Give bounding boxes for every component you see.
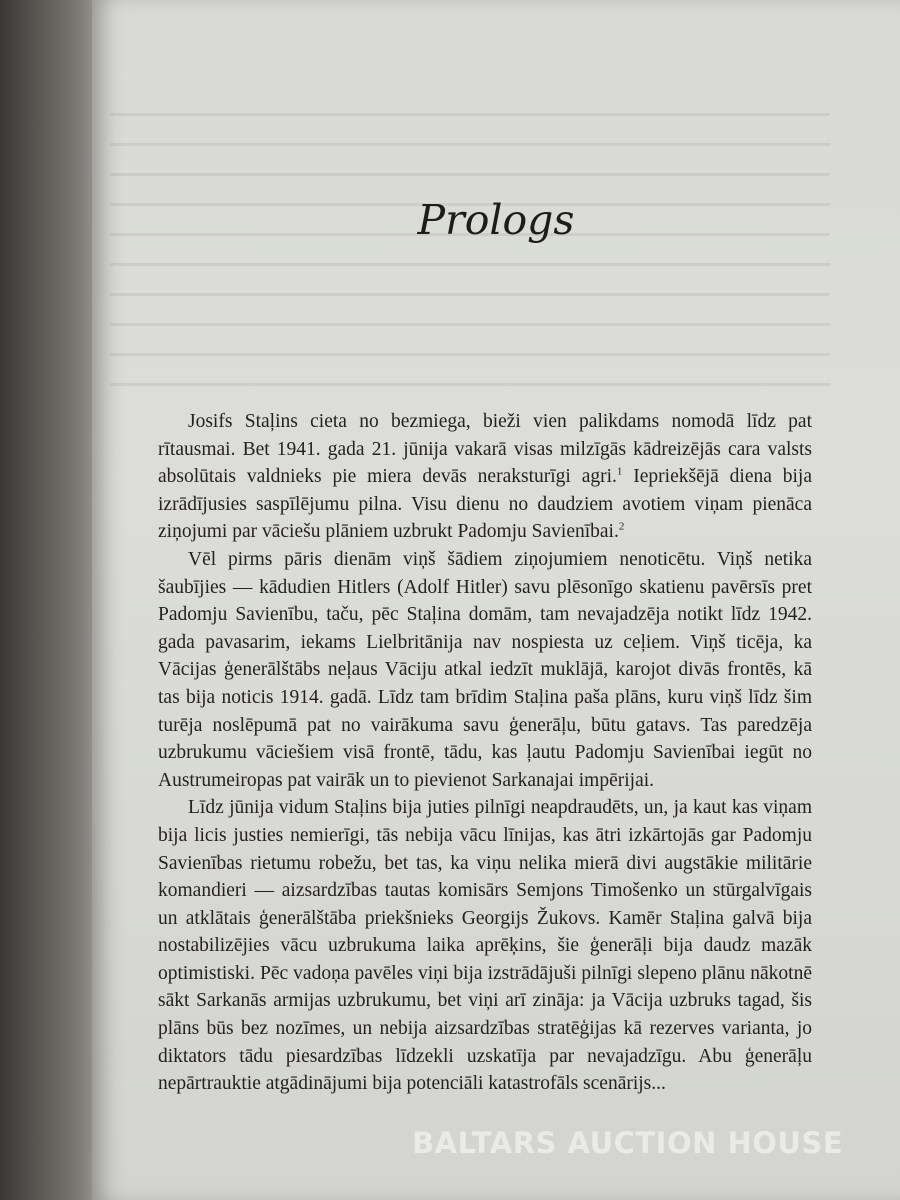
book-spine-shadow <box>0 0 105 1200</box>
chapter-title: Prologs <box>417 196 575 244</box>
footnote-ref-2: 2 <box>618 520 625 533</box>
paragraph-1-text: Josifs Staļins cieta no bezmiega, bieži vien palikdams nomodā līdz pat rītausmai. Bet 1941. gada 21. jūnija vakarā visas milzīgās kādreizējās cara valsts absolūtais valdnieks pie miera devās neraksturīgi agri. <box>158 411 812 488</box>
footnote-ref-1: 1 <box>616 465 623 478</box>
paragraph-2: Vēl pirms pāris dienām viņš šādiem ziņojumiem nenoticētu. Viņš netika šaubījies — kādudien Hitlers (Adolf Hitler) savu plēsonīgo skatienu pavērsīs pret Padomju Savienību, taču, pēc Staļina domām, tam nevajadzēja notikt līdz 1942. gada pavasarim, iekams Lielbritānija nav nospiesta uz ceļiem. Viņš ticēja, ka Vācijas ģenerālštābs neļaus Vāciju atkal iedzīt muklājā, karojot divās frontēs, kā tas bija noticis 1914. gadā. Līdz tam brīdim Staļina paša plāns, kuru viņš līdz šim turēja noslēpumā pat no vairākuma savu ģenerāļu, būtu gatavs. Tas paredzēja uzbrukumu vāciešiem visā frontē, tādu, kas ļautu Padomju Savienībai iegūt no Austrumeiropas pat vairāk un to pievienot Sarkanajai impērijai. <box>158 548 812 791</box>
paragraph-1 <box>158 408 812 546</box>
paragraph-3: Līdz jūnija vidum Staļins bija juties pilnīgi neapdraudēts, un, ja kaut kas viņam bija licis justies nemierīgi, tās nebija vācu līnijas, kas ātri izkārtojās gar Padomju Savienības rietumu robežu, bet tas, ka viņu nelika mierā divi augstākie militārie komandieri — aizsardzības tautas komisārs Semjons Timošenko un stūrgalvīgais un atklātais ģenerālštāba priekšnieks Georgijs Žukovs. Kamēr Staļina galvā bija nostabilizējies vācu uzbrukuma laika aprēķins, šie ģenerāļi bija daudz mazāk optimistiski. Pēc vadoņa pavēles viņi bija izstrādājuši pilnīgi slepeno plānu nākotnē sākt Sarkanās armijas uzbrukumu, bet viņi arī zināja: ja Vācija uzbruks tagad, šis plāns būs bez nozīmes, un nebija aizsardzības stratēģijas kā rezerves varianta, jo diktators tādu piesardzības līdzekli uzskatīja par nevajadzīgu. Abu ģenerāļu nepārtrauktie atgādinājumi bija potenciāli katastrofāls scenārijs... <box>158 797 812 1095</box>
auction-house-watermark: BALTARS AUCTION HOUSE <box>412 1126 844 1160</box>
show-through-text <box>110 95 830 405</box>
paragraph-1-text-cont: Iepriekšējā diena bija izrādījusies saspīlējumu pilna. Visu dienu no daudziem avotiem viņam pienāca ziņojumi par vāciešu plāniem uzbrukt Padomju Savienībai. <box>158 466 812 543</box>
chapter-body <box>158 408 812 1098</box>
